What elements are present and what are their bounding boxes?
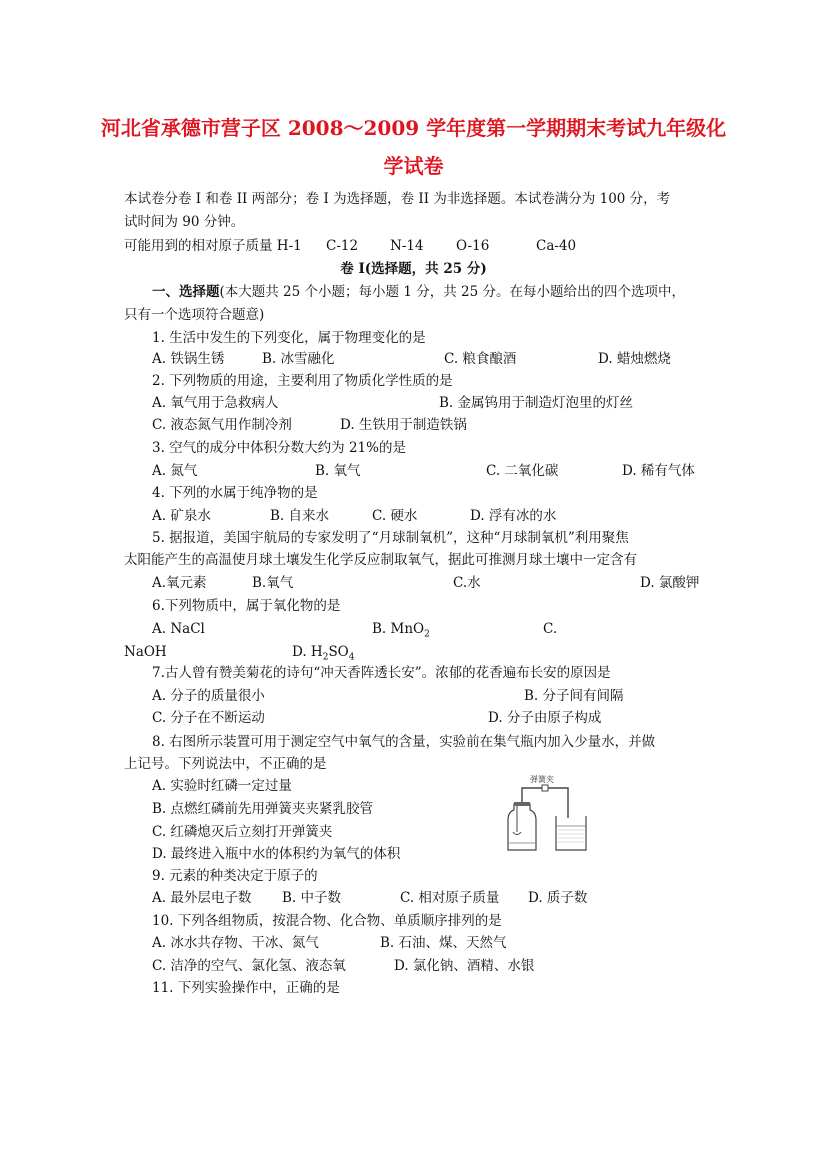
section-desc: (本大题共 25 个小题；每小题 1 分，共 25 分。在每小题给出的四个选项中， [219,284,685,300]
atomic-mass-o: O-16 [456,238,490,254]
question-6-option-d: D. $H_2SO_4$ [292,644,355,663]
question-5-option-a: A.氧元素 [152,575,207,591]
question-10-option-b: B. 石油、煤、天然气 [380,935,507,951]
question-5-option-d: D. 氯酸钾 [640,575,700,591]
question-9-stem: 9. 元素的种类决定于原子的 [152,868,318,884]
question-8-stem-line-1: 8. 右图所示装置可用于测定空气中氧气的含量，实验前在集气瓶内加入少量水，并做 [152,734,656,750]
question-8-option-b: B. 点燃红磷前先用弹簧夹夹紧乳胶管 [152,801,374,817]
question-10-option-c: C. 洁净的空气、氯化氢、液态氧 [152,958,346,974]
intro-line-2: 试时间为 90 分钟。 [124,214,245,230]
question-1-option-c: C. 粮食酿酒 [444,351,517,367]
question-4-option-d: D. 浮有冰的水 [470,508,557,524]
question-7-option-b: B. 分子间有间隔 [524,688,624,704]
atomic-mass-label: 可能用到的相对原子质量 H-1 [124,238,302,254]
question-5-stem-line-1: 5. 据报道，美国宇航局的专家发明了“月球制氧机”，这种“月球制氧机”利用聚焦 [152,530,629,546]
question-6-option-c-label: C. [543,621,558,637]
stopper [514,802,530,806]
question-6-option-a: A. NaCl [152,621,205,637]
question-4-option-b: B. 自来水 [270,508,330,524]
spring-clamp-label: 弹簧夹 [530,775,554,784]
question-10-option-d: D. 氯化钠、酒精、水银 [394,958,535,974]
question-6-option-b: B. MnO$_2$ [372,621,430,640]
question-8-option-c: C. 红磷熄灭后立刻打开弹簧夹 [152,824,333,840]
question-11-stem: 11. 下列实验操作中，正确的是 [152,980,340,996]
question-9-option-d: D. 质子数 [528,890,588,906]
question-3-option-d: D. 稀有气体 [622,463,695,479]
question-3-option-a: A. 氮气 [152,463,198,479]
question-4-option-c: C. 硬水 [372,508,418,524]
spring-clamp [542,785,548,791]
question-1-option-a: A. 铁锅生锈 [152,351,225,367]
question-10-stem: 10. 下列各组物质，按混合物、化合物、单质顺序排列的是 [152,913,502,929]
question-7-stem: 7.古人曾有赞美菊花的诗句“冲天香阵透长安”。浓郁的花香遍布长安的原因是 [152,665,611,681]
question-1-option-b: B. 冰雪融化 [262,351,335,367]
question-9-option-c: C. 相对原子质量 [400,890,500,906]
question-2-option-c: C. 液态氮气用作制冷剂 [152,417,292,433]
question-7-option-a: A. 分子的质量很小 [152,688,265,704]
beaker [556,816,586,850]
atomic-mass-c: C-12 [326,238,359,254]
question-8-option-d: D. 最终进入瓶中水的体积约为氧气的体积 [152,846,401,862]
atomic-mass-n: N-14 [390,238,424,254]
question-3-option-b: B. 氧气 [315,463,361,479]
question-7-option-d: D. 分子由原子构成 [488,710,602,726]
question-7-option-c: C. 分子在不断运动 [152,710,265,726]
question-2-stem: 2. 下列物质的用途，主要利用了物质化学性质的是 [152,373,453,389]
section-instructions-line-2: 只有一个选项符合题意) [124,307,265,323]
title-line-1: 河北省承德市营子区 2008～2009 学年度第一学期期末考试九年级化 [100,116,727,140]
question-8-stem-line-2: 上记号。下列说法中，不正确的是 [124,756,327,772]
title-line-2: 学试卷 [383,154,444,178]
intro-line-1: 本试卷分卷 I 和卷 II 两部分；卷 I 为选择题，卷 II 为非选择题。本试卷满分为 100 分，考 [124,191,671,207]
question-5-option-b: B.氧气 [252,575,294,591]
oxygen-measurement-apparatus-figure [498,772,598,854]
atomic-mass-ca: Ca-40 [536,238,577,254]
question-3-stem: 3. 空气的成分中体积分数大约为 21%的是 [152,440,406,456]
question-5-stem-line-2: 太阳能产生的高温使月球土壤发生化学反应制取氧气，据此可推测月球土壤中一定含有 [124,552,637,568]
section-instructions-line-1 [152,283,685,301]
question-3-option-c: C. 二氧化碳 [486,463,559,479]
section-label: 一、选择题 [152,284,220,300]
question-9-option-a: A. 最外层电子数 [152,890,252,906]
question-1-option-d: D. 蜡烛燃烧 [598,351,671,367]
question-4-stem: 4. 下列的水属于纯净物的是 [152,485,318,501]
question-6-stem: 6.下列物质中，属于氧化物的是 [152,598,341,614]
section-heading: 卷 I(选择题，共 25 分) [340,261,487,277]
question-9-option-b: B. 中子数 [282,890,342,906]
question-2-option-d: D. 生铁用于制造铁锅 [340,417,467,433]
question-2-option-b: B. 金属钨用于制造灯泡里的灯丝 [439,395,634,411]
question-8-option-a: A. 实验时红磷一定过量 [152,778,292,794]
question-5-option-c: C.水 [453,575,481,591]
question-1-stem: 1. 生活中发生的下列变化，属于物理变化的是 [152,330,426,346]
question-4-option-a: A. 矿泉水 [152,508,211,524]
question-10-option-a: A. 冰水共存物、干冰、氮气 [152,935,319,951]
question-6-option-c-formula: NaOH [124,644,167,660]
question-2-option-a: A. 氧气用于急救病人 [152,395,279,411]
